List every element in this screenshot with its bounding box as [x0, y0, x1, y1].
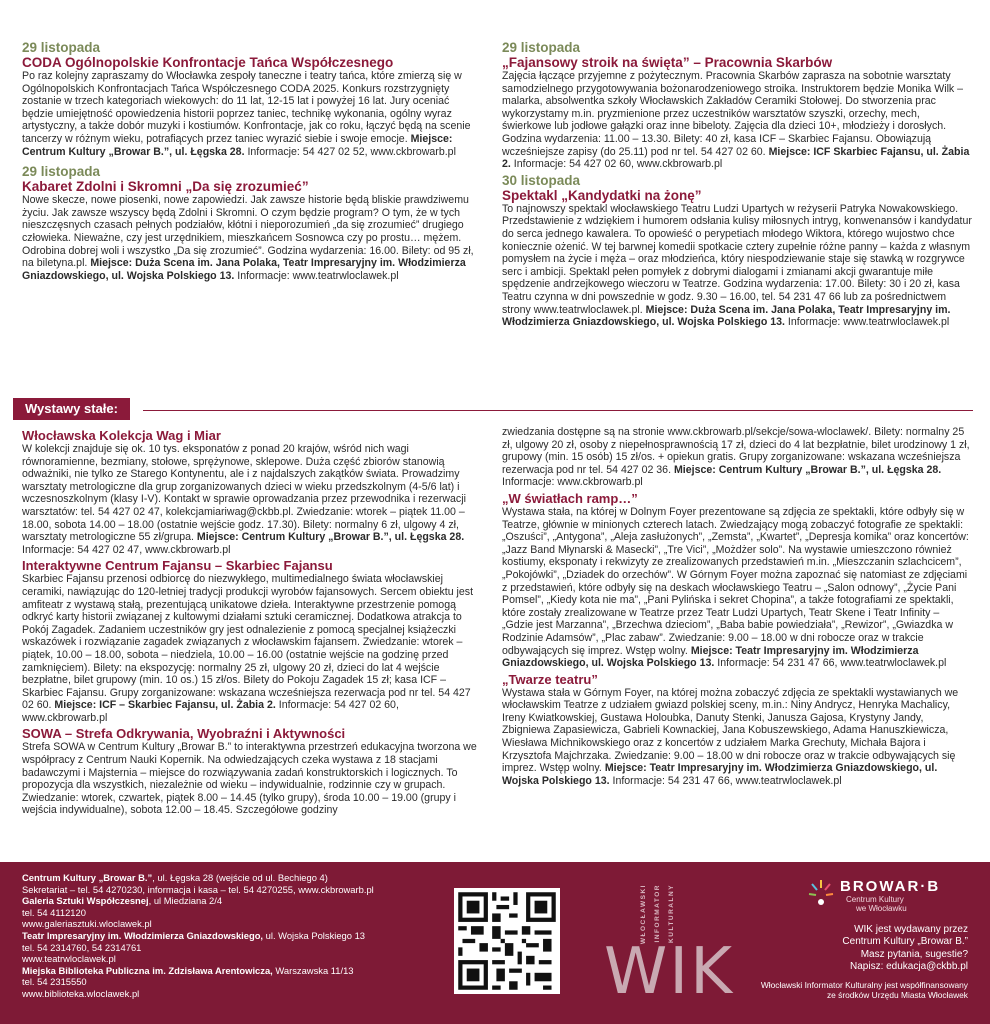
event-body: Nowe skecze, nowe piosenki, nowe zapowiedzi. Jak zawsze historie będą bliskie prawdziwemu życiu. Jak zawsze wszyscy będą Zdolni i Skromni. O czym będzie program? O tym, że w tych nieszczęsnych czasach pełnych podziałów, kłótni i nieporozumień „da się zrozumieć” drugiego człowieka. Nieważne, czy jest urzędnikiem, mieszkańcem Sosnowca czy po prostu… mężem. Odrobina dobrej woli i wszystko „Da się zrozumieć”. Godzina wydarzenia: 16.00. Bilety: od 95 zł, na biletyna.pl. Miejsce: Duża Scena im. Jana Polaka, Teatr Impresaryjny im. Włodzimierza Gniazdowskiego, ul. Wojska Polskiego 13. Informacje: www.teatrwloclawek.pl: [22, 194, 474, 282]
exhibitions-right-column: [502, 426, 972, 787]
event-kabaret: [22, 165, 482, 282]
exhibition-title: Interaktywne Centrum Fajansu – Skarbiec Fajansu: [22, 558, 333, 574]
event-place: Miejsce: Duża Scena im. Jana Polaka, Teatr Impresaryjny im. Włodzimierza Gniazdowskiego, ul. Wojska Polskiego 13.: [22, 257, 466, 282]
exhibition-wagi: [22, 428, 482, 556]
exhibition-sowa-cont: [502, 426, 972, 489]
exhibitions-header: [13, 398, 973, 420]
link-galeria[interactable]: www.galeriasztuki.wloclawek.pl: [22, 918, 152, 930]
event-info: Informacje: www.teatrwloclawek.pl: [787, 316, 950, 329]
exhibition-info: Informacje: 54 231 47 66, www.teatrwloclawek.pl: [612, 774, 842, 787]
wik-vertical-2: INFORMATOR: [654, 884, 661, 943]
event-info: Informacje: www.teatrwloclawek.pl: [237, 269, 399, 282]
exhibition-info: Informacje: 54 427 02 47, www.ckbrowarb.pl: [22, 543, 231, 556]
qr-code-icon[interactable]: [454, 888, 560, 994]
exhibition-body: Skarbiec Fajansu przenosi odbiorcę do niezwykłego, multimedialnego świata włocławskiej ceramiki, nawiązując do 120-letniej tradycji produkcji wyrobów fajansowych. Sercem obiektu jest amfiteatr z wystawą stałą, prezentującą unikatowe dzieła. Interaktywne przestrzenie pomogą odkryć karty historii związanej z kultowymi działami sztuki ceramicznej. Dodatkowa atrakcja to Pokój Zagadek. Zadaniem uczestników gry jest odnalezienie z pomocą specjalnej książeczki wskazówek i rozwiązanie zagadek związanych z włocławskim fajansem. Zwiedzanie: wtorek – piątek, 10.00 – 18.00, sobota – niedziela, 10.00 – 16.00 (ostatnie wejście na godzinę przed zamknięciem). Bilety: na ekspozycję: normalny 25 zł, ulgowy 20 zł, dzieci do lat 4 wejście bezpłatne, bilet grupowy (min. 10 os.) 15 zł/os. Bilety do Pokoju Zagadek 15 zł; kasa ICF – Skarbiec Fajansu. Grupy zorganizowane: wskazana wcześniejsza rezerwacja pod nr tel. 54 427 02 60. Miejsce: ICF – Skarbiec Fajansu, ul. Żabia 2. Informacje: 54 427 02 60, www.ckbrowarb.pl: [22, 573, 474, 724]
exhibition-body: Strefa SOWA w Centrum Kultury „Browar B.” to interaktywna przestrzeń edukacyjna tworzona we współpracy z Centrum Nauki Kopernik. Na odwiedzających czeka wystawa z 18 stacjami badawczymi i Majsternia – miejsce do rozwiązywania zadań konstruktorskich i logicznych. To propozycja dla wszystkich, niezależnie od wieku – indywidualnie, rodzinnie czy w grupach. Zwiedzanie: wtorek, czwartek, piątek 8.00 – 14.45 (tylko grupy), środa 10.00 – 19.00 (grupy i wejścia indywidualne), sobota 12.00 – 18.45. Szczegółowe godziny: [22, 741, 477, 817]
event-body: To najnowszy spektakl włocławskiego Teatru Ludzi Upartych w reżyserii Patryka Nowakowskiego. Przedstawienie z wdziękiem i humorem odsłania kulisy miłosnych intryg, konwenansów i kandydatur do serca jednego kawalera. To opowieść o perypetiach młodego Wiktora, którego wujostwo chce koniecznie ożenić. W tej barwnej komedii spotkacie cztery zupełnie różne panny – każda z własnym pomysłem na życie i męża – oraz młodzieńca, który niespodziewanie staje się stawką w rozgrywce serc i ambicji. Spektakl pełen pomyłek z dobrymi dialogami i zmianami akcji gwarantuje miłe spędzenie andrzejkowego wieczoru w Teatrze. Godzina wydarzenia: 17.00. Bilety: 30 i 20 zł, kasa Teatru czynna w dni powszednie w godz. 9.30 – 16.00, tel. 54 231 47 66 lub za pośrednictwem strony www.teatrwloclawek.pl. Miejsce: Duża Scena im. Jana Polaka, Teatr Impresaryjny im. Włodzimierza Gniazdowskiego, ul. Wojska Polskiego 13. Informacje: www.teatrwloclawek.pl: [502, 202, 972, 329]
exhibition-place: Miejsce: Centrum Kultury „Browar B.”, ul. Łęgska 28.: [196, 531, 465, 544]
contact-email[interactable]: Napisz: edukacja@ckbb.pl: [850, 961, 968, 973]
footer: [0, 862, 990, 1024]
exhibition-title: SOWA – Strefa Odkrywania, Wyobraźni i Aktywności: [22, 726, 346, 742]
left-events-column: [22, 41, 482, 282]
divider: [143, 410, 973, 411]
event-stroik: [502, 41, 972, 171]
event-title: „Fajansowy stroik na święta” – Pracownia Skarbów: [502, 55, 833, 70]
exhibition-title: „W światłach ramp…”: [502, 490, 638, 506]
exhibition-body: zwiedzania dostępne są na stronie www.ckbrowarb.pl/sekcje/sowa-wloclawek/. Bilety: normalny 25 zł, ulgowy 20 zł, osoby z niepełnosprawnością 17 zł, dzieci do 4 lat bezpłatnie, bilet urodzinowy 1 zł, grupowy (min. 15 osób) 15 zł/os. + opiekun gratis. Grupy zorganizowane: wskazana wcześniejsza rezerwacja pod nr tel. 54 427 02 36. Miejsce: Centrum Kultury „Browar B.”, ul. Łęgska 28. Informacje: www.ckbrowarb.pl: [502, 426, 970, 489]
exhibition-body: W kolekcji znajduje się ok. 10 tys. eksponatów z ponad 20 krajów, wśród nich wagi równoramienne, bezmiany, stołowe, sprężynowe, sklepowe. Duża część zbiorów stanowią odważniki, nie tylko ze Starego Kontynentu, ale i z najdalszych zakątków świata. Prowadzimy warsztaty metrologiczne dla grup zorganizowanych dzieci w wieku przedszkolnym (4-5/6 lat) i wczesnoszkolnym (klasy I-V). Kontakt w sprawie oprowadzania przez przewodnika i rezerwacji warsztatów: tel. 54 427 02 47, kolekcjamiariwag@ckbb.pl. Zwiedzanie: wtorek – piątek 11.00 – 18.00, sobota 14.00 – 18.00 (ostatnie wejście godz. 17.30). Bilety: normalny 6 zł, ulgowy 4 zł, warsztaty metrologiczne 55 zł/grupa. Miejsce: Centrum Kultury „Browar B.”, ul. Łęgska 28. Informacje: 54 427 02 47, www.ckbrowarb.pl: [22, 443, 466, 556]
event-coda: [22, 41, 482, 158]
event-body: Zajęcia łączące przyjemne z pożytecznym. Pracownia Skarbów zaprasza na sobotnie warsztaty samodzielnego przygotowywania bożonarodzeniowego stroika. Instruktorem będzie Monika Wilk – malarka, absolwentka szkoły Włocławskich Zakładów Ceramiki Stołowej. Do stworzenia prac wykorzystamy m.in. pryzmienione przez uczestników warsztatów szyszki, orzechy, mech, świerkowe lub jodłowe gałązki oraz inne bibeloty. Zajęcia dla dzieci 10+, młodzieży i dorosłych. Godzina wydarzenia: 11.00 – 13.30. Bilety: 40 zł, kasa ICF – Skarbiec Fajansu. Obowiązują wcześniejsze zapisy (do 25.11) pod nr tel. 54 427 02 60. Miejsce: ICF Skarbiec Fajansu, ul. Żabia 2. Informacje: 54 427 02 60, www.ckbrowarb.pl: [502, 70, 970, 171]
event-title: CODA Ogólnopolskie Konfrontacje Tańca Współczesnego: [22, 55, 394, 70]
event-title: Kabaret Zdolni i Skromni „Da się zrozumieć”: [22, 179, 309, 195]
right-events-column: [502, 41, 972, 329]
event-kandydatki: [502, 174, 972, 329]
event-title: Spektakl „Kandydatki na żonę”: [502, 187, 702, 203]
event-info: Informacje: 54 427 02 60, www.ckbrowarb.pl: [513, 158, 723, 171]
exhibitions-label: Wystawy stałe:: [13, 398, 130, 420]
browar-name: BROWAR·B: [840, 878, 941, 895]
exhibition-swiatla: [502, 491, 972, 670]
exhibition-info: Informacje: 54 231 47 66, www.teatrwloclawek.pl: [717, 657, 947, 670]
exhibition-place: Miejsce: Teatr Impresaryjny im. Włodzimierza Gniazdowskiego, ul. Wojska Polskiego 13.: [502, 644, 919, 670]
event-date: 29 listopada: [22, 40, 101, 55]
exhibition-sowa: [22, 726, 482, 817]
browar-logo: BROWAR·B Centrum Kultury we Włocławku: [840, 878, 980, 913]
event-place: Miejsce: Duża Scena im. Jana Polaka, Teatr Impresaryjny im. Włodzimierza Gniazdowskiego, ul. Wojska Polskiego 13.: [502, 303, 951, 329]
wik-vertical-1: WŁOCŁAWSKI: [640, 884, 647, 945]
link-teatr[interactable]: www.teatrwloclawek.pl: [22, 953, 116, 965]
exhibition-fajans: [22, 558, 482, 724]
link-biblioteka[interactable]: www.biblioteka.wloclawek.pl: [22, 987, 140, 999]
exhibition-place: Miejsce: ICF – Skarbiec Fajansu, ul. Żabia 2.: [54, 699, 276, 712]
event-body: Po raz kolejny zapraszamy do Włocławka zespoły taneczne i teatry tańca, które zmierzą się w Ogólnopolskich Konfrontacjach Tańca Współczesnego CODA 2025. Konkurs rozstrzygnięty zostanie w trzech kategoriach wiekowych: do 11 lat, 12-15 lat i powyżej 16 lat. Jury oceniać będzie umiejętność opowiedzenia historii poprzez taniec, technikę wykonania, ogólny wyraz artystyczny, a także dobór muzyki i kostiumów. Konfrontacje, jak co roku, łączyć będą na scenie tancerzy w różnym wieku, potrafiących przez taniec wyrazić siebie i swoje emocje. Miejsce: Centrum Kultury „Browar B.”, ul. Łęgska 28. Informacje: 54 427 02 52, www.ckbrowarb.pl: [22, 70, 471, 158]
event-info: Informacje: 54 427 02 52, www.ckbrowarb.pl: [247, 145, 456, 158]
event-date: 30 listopada: [502, 172, 581, 188]
event-date: 29 listopada: [502, 40, 581, 55]
exhibition-place: Miejsce: Centrum Kultury „Browar B.”, ul. Łęgska 28.: [673, 463, 942, 476]
exhibition-title: „Twarze teatru”: [502, 671, 598, 687]
exhibition-info: Informacje: 54 427 02 60, www.ckbrowarb.pl: [22, 699, 399, 724]
addresses: Centrum Kultury „Browar B.”, ul. Łęgska 28 (wejście od ul. Bechiego 4) Sekretariat – tel. 54 4270230, informacja i kasa – tel. 54 4270255, www.ckbrowarb.pl Galeria Sztuki Współczesnej, ul Miedziana 2/4 tel. 54 4112120 www.galeriasztuki.wloclawek.pl Teatr Impresaryjny im. Włodzimierza Gniazdowskiego, ul. Wojska Polskiego 13 tel. 54 2314760, 54 2314761 www.teatrwloclawek.pl Miejska Biblioteka Publiczna im. Zdzisława Arentowicza, Warszawska 11/13 tel. 54 2315550 www.biblioteka.wloclawek.pl: [22, 872, 422, 1000]
event-place: Miejsce: Centrum Kultury „Browar B.”, ul. Łęgska 28.: [22, 132, 453, 158]
exhibition-place: Miejsce: Teatr Impresaryjny im. Włodzimierza Gniazdowskiego, ul. Wojska Polskiego 13.: [502, 762, 938, 787]
exhibition-twarze: [502, 672, 972, 788]
publisher-info: WIK jest wydawany przez Centrum Kultury „Browar B.” Masz pytania, sugestie? Napisz: edukacja@ckbb.pl Włocławski Informator Kulturalny jest współfinansowany ze środków Urzędu Miasta Włocławek: [708, 924, 968, 1001]
browar-logo-icon: [806, 878, 836, 914]
wik-vertical-3: KULTURALNY: [668, 884, 675, 943]
exhibitions-left-column: [22, 426, 482, 817]
event-date: 29 listopada: [22, 164, 101, 180]
exhibition-title: Włocławska Kolekcja Wag i Miar: [22, 428, 221, 443]
exhibition-body: Wystawa stała, na której w Dolnym Foyer prezentowane są zdjęcia ze spektakli, które odbyły się w Teatrze, głównie w minionych czterech latach. Zwiedzający mogą zobaczyć fotografie ze spektakli: „Oszuści”, „Antygona”, „Aleja zasłużonych”, „Zemsta”, „Kwartet”, „Depresja komika” oraz koncertów: „Jazz Band Młynarski & Masecki”, „Tre Vici”, „Możdżer solo”. Na wystawie umieszczono również kostiumy, eksponaty i rekwizyty ze zrealizowanych przedstawień m.in. „Mieszczanin szlachcicem”, „Pokojówki”, „Dziadek do orzechów”. W Górnym Foyer można zapoznać się natomiast ze zdjęciami z przedstawień, które odbyły się na deskach włocławskiego Teatru – „Salon odnowy”, „Życie Pani Pomsel”, „Kiedy kota nie ma”, „Pani Pylińska i sekret Chopina”, a także fotografiami ze spektakli, które zostały zrealizowane w Teatrze przez Teatr Ludzi Upartych, Teatr Skene i Teatr Infinity – „Gdzie jest Marzanna”, „Brzechwa dzieciom”, „Baba babie powiedziała”, „Rewizor”, „Gwiazdka w Rodzinie Adamsów”, „Plac zabaw”. Zwiedzanie: 9.00 – 18.00 w dni robocze oraz w trakcie odbywających się imprez. Wstęp wolny. Miejsce: Teatr Impresaryjny im. Włodzimierza Gniazdowskiego, ul. Wojska Polskiego 13. Informacje: 54 231 47 66, www.teatrwloclawek.pl: [502, 505, 969, 670]
exhibition-body: Wystawa stała w Górnym Foyer, na której można zobaczyć zdjęcia ze spektakli wystawianych we włocławskim Teatrze z udziałem gwiazd polskiej sceny, m.in.: Niny Andrycz, Henryka Machalicy, Ireny Kwiatkowskiej, Gustawa Holoubka, Danuty Stenki, Janusza Gajosa, Krystyny Jandy, Zbigniewa Zapasiewicza, Gabrieli Kownackiej, Jana Kobuszewskiego, Adama Hanuszkiewicza, Wiesława Michnikowskiego oraz z koncertów z udziałem Marka Grechuty, Michała Bajora i Krzysztofa Majchrzaka. Zwiedzanie: 9.00 – 18.00 w dni robocze oraz w trakcie odbywających się imprez. Wstęp wolny. Miejsce: Teatr Impresaryjny im. Włodzimierza Gniazdowskiego, ul. Wojska Polskiego 13. Informacje: 54 231 47 66, www.teatrwloclawek.pl: [502, 686, 959, 787]
wik-logo: WIK: [604, 935, 735, 1009]
event-place: Miejsce: ICF Skarbiec Fajansu, ul. Żabia 2.: [502, 145, 970, 171]
exhibition-info: Informacje: www.ckbrowarb.pl: [502, 476, 643, 489]
